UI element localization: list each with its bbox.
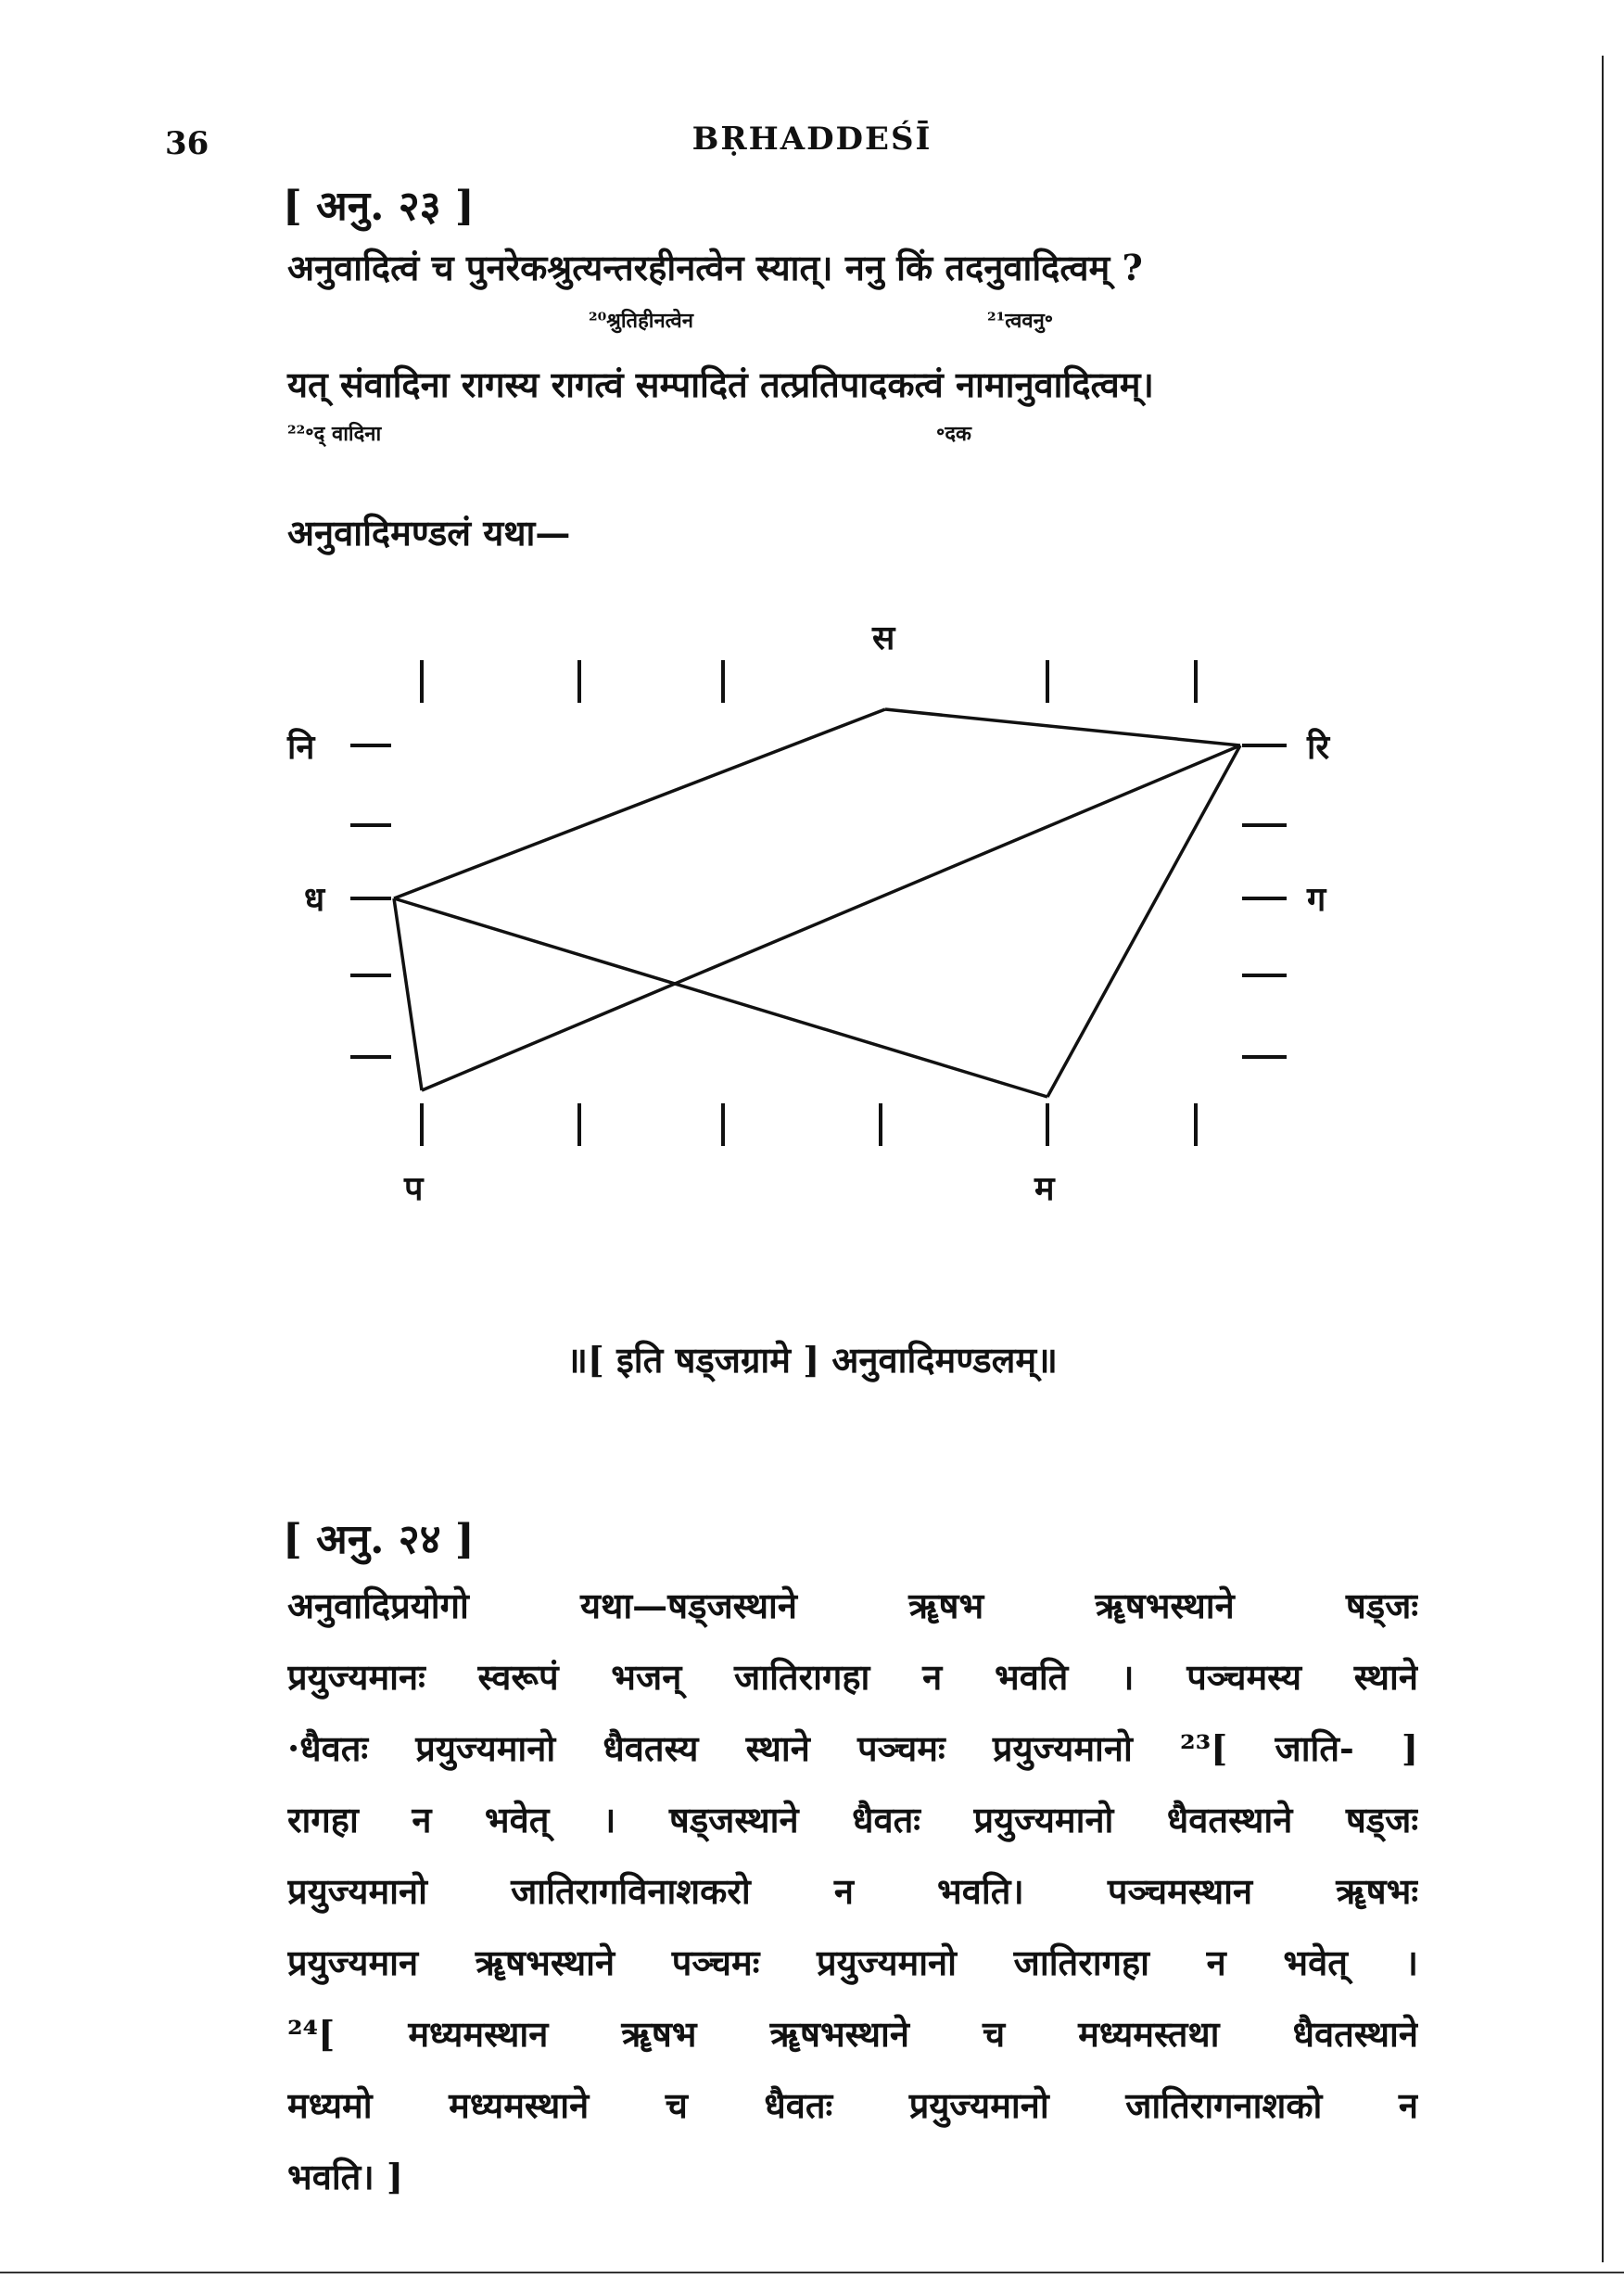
diagram-intro: अनुवादिमण्डलं यथा— [287, 512, 571, 554]
edge-sa-dha [394, 709, 885, 898]
edge-ri-ma [1047, 745, 1240, 1097]
footnote-ref-21: ²¹त्ववनु॰ [987, 309, 1054, 333]
label-ma: म [1034, 1169, 1055, 1208]
page-number: 36 [165, 125, 209, 162]
text-line-24-1: अनुवादिप्रयोगो यथा—षड्जस्थाने ॠषभ ॠषभस्थाने षड्जः [287, 1585, 1418, 1626]
footnote-ref-20: ²⁰श्रुतिहीनत्वेन [589, 309, 693, 333]
scan-edge-right [1602, 56, 1604, 2262]
edge-ri-pa [422, 745, 1240, 1090]
edge-dha-ma [394, 898, 1047, 1097]
diagram-ticks [350, 660, 1287, 1146]
label-ri: रि [1307, 728, 1330, 767]
scan-edge-bottom [0, 2272, 1624, 2273]
text-line-24-5: प्रयुज्यमानो जातिरागविनाशकरो न भवति। पञ्चमस्थान ॠषभः [287, 1870, 1418, 1912]
text-line-24-2: प्रयुज्यमानः स्वरूपं भजन् जातिरागहा न भवति । पञ्चमस्य स्थाने [287, 1656, 1418, 1698]
text-line-24-8: मध्यमो मध्यमस्थाने च धैवतः प्रयुज्यमानो जातिरागनाशको न [287, 2084, 1418, 2126]
text-line-24-4: रागहा न भवेत् । षड्जस्थाने धैवतः प्रयुज्यमानो धैवतस्थाने षड्जः [287, 1799, 1418, 1840]
footnote-ref-22b: ॰दक [936, 422, 971, 446]
label-dha: ध [304, 880, 325, 919]
section-tag-23: [ अनु. २३ ] [283, 183, 475, 230]
text-line-24-3: ·धैवतः प्रयुज्यमानो धैवतस्य स्थाने पञ्चमः प्रयुज्यमानो ²³[ जाति- ] [287, 1727, 1418, 1769]
text-line-23-2: यत् संवादिना रागस्य रागत्वं सम्पादितं तत्प्रतिपादकत्वं नामानुवादित्वम्। [287, 363, 1154, 405]
edge-sa-ri [885, 709, 1240, 745]
section-tag-24: [ अनु. २४ ] [283, 1516, 475, 1563]
label-sa: स [872, 618, 895, 657]
text-line-23-1: अनुवादित्वं च पुनरेकश्रुत्यन्तरहीनत्वेन स्यात्। ननु किं तदनुवादित्वम् ? [287, 247, 1143, 288]
text-line-24-9: भवति। ] [287, 2156, 403, 2197]
label-pa: प [404, 1169, 424, 1208]
text-line-24-6: प्रयुज्यमान ॠषभस्थाने पञ्चमः प्रयुज्यमानो जातिरागहा न भवेत् । [287, 1942, 1418, 1983]
label-ga: ग [1307, 880, 1326, 919]
running-title: BṚHADDEŚĪ [691, 121, 933, 158]
diagram-connections [394, 709, 1240, 1097]
edge-dha-pa [394, 898, 422, 1090]
diagram-colophon: ॥[ इति षड्जग्रामे ] अनुवादिमण्डलम्॥ [566, 1339, 1058, 1381]
footnote-ref-22a: ²²॰द् वादिना [287, 422, 382, 446]
text-line-24-7: ²⁴[ मध्यमस्थान ॠषभ ॠषभस्थाने च मध्यमस्तथा धैवतस्थाने [287, 2013, 1418, 2055]
label-ni: नि [287, 728, 315, 767]
